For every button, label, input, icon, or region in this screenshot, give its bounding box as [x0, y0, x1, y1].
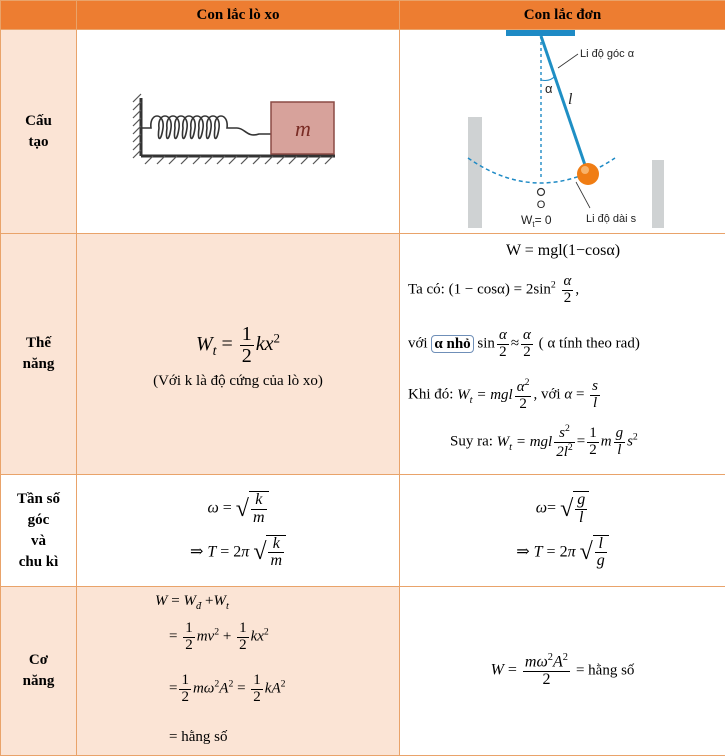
- spring-omega: ω = √ $\frac{k}{m}$: [77, 491, 399, 527]
- pendulum-frequency-cell: [400, 475, 725, 587]
- mech-line-2: = $\frac{1}{2}$ $mv^2$ + $\frac{1}{2}$ $kx^2$: [169, 621, 269, 654]
- row-mechanical: [1, 587, 725, 756]
- header-blank: [1, 1, 77, 30]
- pend-period: ⇒ T = 2π √ $\frac{l}{g}$: [400, 535, 725, 571]
- header-spring: Con lắc lò xo: [77, 1, 400, 30]
- mech-line-3: = $\frac{1}{2}$ $m\omega^2A^2$ = $\frac{1}{2}$ $kA^2$: [169, 673, 286, 706]
- row-frequency: [1, 475, 725, 587]
- wt-label: W: [521, 213, 533, 227]
- spring-potential-formula: $W_t$ = $\frac{1}{2}$ $kx^2$: [77, 324, 399, 367]
- row-structure: [1, 30, 725, 234]
- spring-mechanical-cell: [77, 587, 400, 756]
- mass-label: m: [295, 116, 311, 141]
- pend-khido-line: Khi đó: $W_t$ = mgl $\frac{\alpha^2}{2}$ , với α = $\frac{s}{l}$: [408, 378, 602, 413]
- angle-label: Li độ góc α: [580, 48, 635, 60]
- pendulum-potential-cell: [400, 234, 725, 475]
- length-symbol: l: [568, 91, 573, 108]
- pendulum-mechanical-cell: W = $\frac{m\omega^2A^2}{2}$ = hằng số: [400, 587, 725, 756]
- pend-formula: W = mgl(1−cosα): [400, 242, 725, 260]
- row-potential: [1, 234, 725, 475]
- pendulum-bob: [577, 163, 599, 185]
- spring-potential-cell: [77, 234, 400, 475]
- spring-period: ⇒ T = 2π √ $\frac{k}{m}$: [77, 535, 399, 571]
- row-label-structure: Cấu tạo: [1, 30, 77, 234]
- spring-coil: [141, 116, 271, 139]
- spring-diagram: [77, 30, 400, 228]
- row-label-mechanical: Cơ năng: [1, 587, 77, 756]
- svg-text:Wt= 0: $W_t= 0$: [521, 213, 552, 228]
- header-row: [1, 1, 725, 30]
- row-label-frequency: Tần số góc và chu kì: [1, 475, 77, 587]
- header-pendulum: Con lắc đơn: [400, 1, 725, 30]
- spring-diagram-cell: [77, 30, 400, 234]
- support-bar: [506, 30, 575, 36]
- spring-frequency-cell: [77, 475, 400, 587]
- mech-line-1: $W = W_đ +W_t$: [155, 593, 229, 612]
- arc-label: Li độ dài s: [586, 213, 637, 225]
- pend-small-line: với α nhỏ sin $\frac{\alpha}{2}$ ≈ $\frac{\alpha}{2}$ ( α tính theo rad): [408, 328, 640, 361]
- alpha-symbol: α: [545, 81, 553, 96]
- small-angle-box: α nhỏ: [431, 335, 473, 353]
- pend-omega: ω= √ $\frac{g}{l}$: [400, 491, 725, 527]
- pendulum-diagram-cell: [400, 30, 725, 234]
- origin-label: O: [537, 199, 546, 211]
- spring-note: (Với k là độ cứng của lò xo): [77, 373, 399, 390]
- row-label-potential: Thế năng: [1, 234, 77, 475]
- pendulum-diagram: [400, 30, 725, 228]
- pend-suyra-line: Suy ra: $W_t$ = mgl $\frac{s^2}{2l^2}$ = $\frac{1}{2}$ m $\frac{g}{l}$ $s^2$: [450, 424, 638, 461]
- pend-taco-line: Ta có: $(1 - \cos\alpha) = 2\sin^2$ $\frac{\alpha}{2}$ ,: [408, 274, 579, 307]
- mech-line-4: = hằng số: [169, 729, 227, 746]
